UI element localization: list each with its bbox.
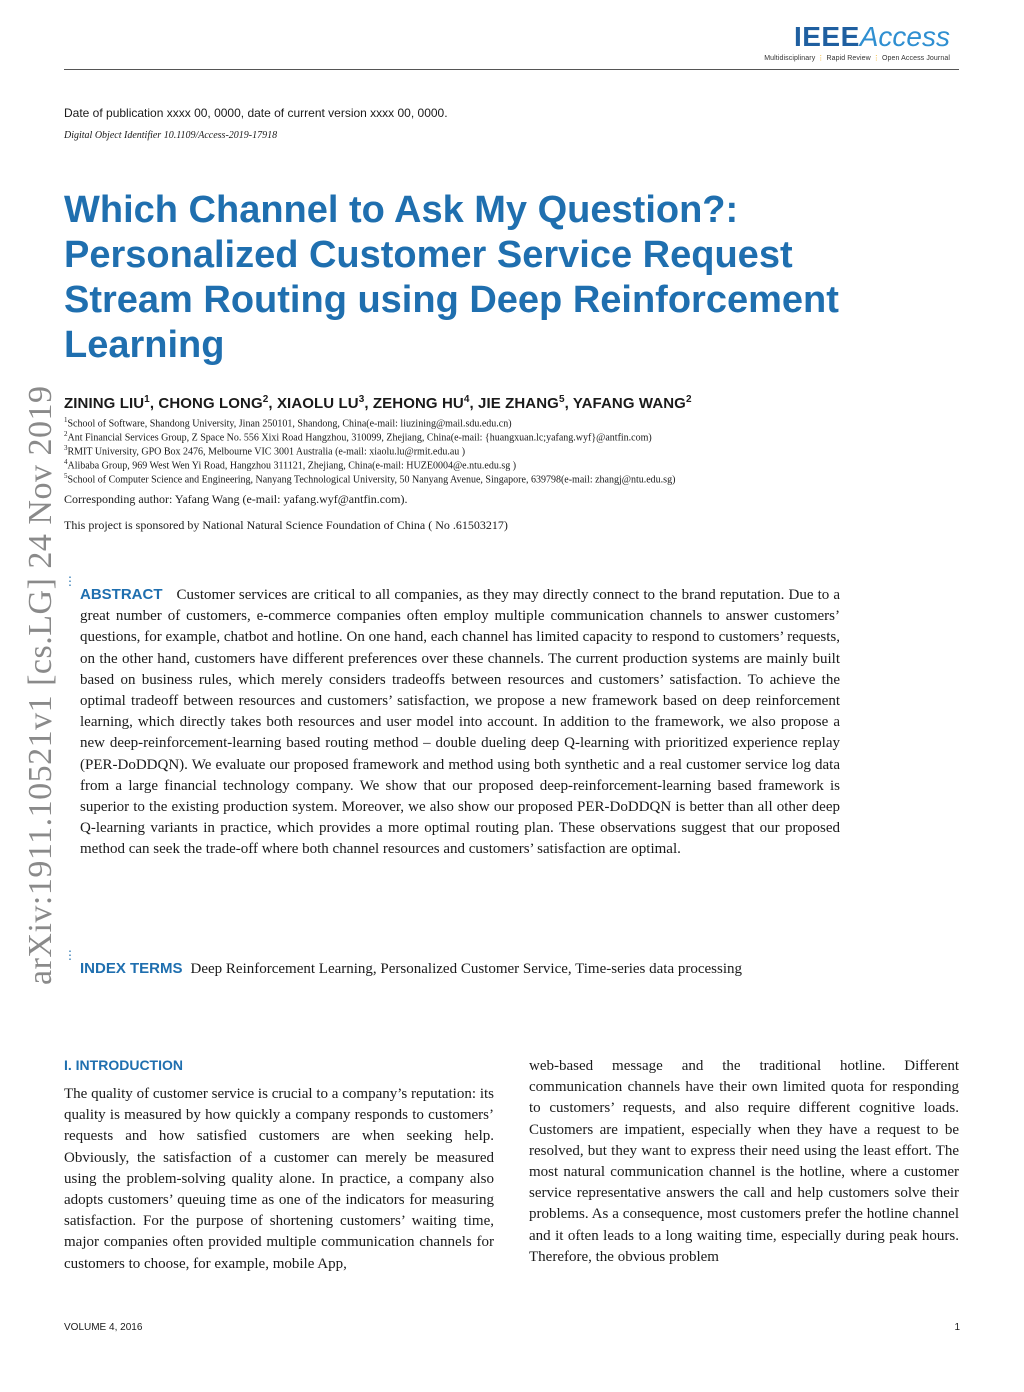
journal-logo [764,22,950,62]
affiliation: $^2$Ant Financial Services Group, Z Space No. 556 Xixi Road Hangzhou, 310099, Zhejiang, China(e-mail: {huangxuan.lc;yafang.wyf}@antfin.com) [64,430,652,444]
footer-page-number: 1 [954,1322,960,1333]
abstract-marker-dots: ⋮ [64,574,76,588]
logo-access: Access [859,21,950,52]
logo-tag-2: Rapid Review [826,55,871,62]
corresponding-author: Corresponding author: Yafang Wang (e-mail: yafang.wyf@antfin.com). [64,492,408,506]
logo-tag-1: Multidisciplinary [764,55,816,62]
affiliation: $^3$RMIT University, GPO Box 2476, Melbourne VIC 3001 Australia (e-mail: xiaolu.lu@rmit.edu.au ) [64,444,466,458]
abstract-text: Customer services are critical to all companies, as they may directly connect to the brand reputation. Due to a great number of customers, e-commerce companies often employ multiple communication channels to answer customers’ questions, for example, chatbot and hotline. On one hand, each channel has limited capacity to respond to customers’ requests, on the other hand, customers have different preferences over these channels. The current production systems are mainly built based on business rules, which merely considers tradeoffs between resources and customers’ satisfaction. To achieve the optimal tradeoff between resources and customers’ satisfaction, we propose a new framework based on deep reinforcement learning, which directly takes both resources and user model into account. In addition to the framework, we also propose a new deep-reinforcement-learning based routing method – double dueling deep Q-learning with prioritized experience replay (PER-DoDDQN). We evaluate our proposed framework and method using both synthetic and a real customer service log data from a large financial technology company. We show that our proposed deep-reinforcement-learning based framework is superior to the existing production system. Moreover, we also show our proposed PER-DoDDQN is better than all other deep Q-learning variants in practice, which provides a more optimal routing plan. These observations suggest that our proposed method can seek the trade-off where both channel resources and customers’ satisfaction are optimal. [80,587,840,858]
abstract [80,584,840,861]
logo-ieee: IEEE [793,21,860,52]
author-name: XIAOLU $LU^3$ [276,394,365,412]
paper-title: Which Channel to Ask My Question?: Personalized Customer Service Request Stream Routing using Deep Reinforcement Learning [64,189,839,366]
index-marker-dots: ⋮ [64,948,76,962]
header-rule [64,69,959,70]
arxiv-stamp: arXiv:1911.10521v1 [cs.LG] 24 Nov 2019 [22,385,59,985]
author-name: ZEHONG $HU^4$ [372,394,470,412]
author-name: ZINING LIU$^1$ [64,394,150,412]
affiliation: $^4$Alibaba Group, 969 West Wen Yi Road, Hangzhou 311121, Zhejiang, China(e-mail: HUZE0004@e.ntu.edu.sg ) [64,458,517,472]
index-terms-label: INDEX TERMS [80,960,183,977]
affiliation: $^5$School of Computer Science and Engineering, Nanyang Technological University, 50 Nanyang Avenue, Singapore, 639798(e-mail: zhangj@ntu.edu.sg) [64,472,676,486]
doi: Digital Object Identifier 10.1109/Access-2019-17918 [64,130,278,141]
author-name: JIE ZHANG$^5$ [478,394,565,412]
abstract-label: ABSTRACT [80,586,163,603]
author-list: ZINING LIU$^1$, CHONG LONG$^2$, XIAOLU $LU^3$, ZEHONG $HU^4$, JIE ZHANG$^5$, YAFANG WANG$^2$ [64,394,692,412]
logo-tag-3: Open Access Journal [881,55,950,62]
section-heading-introduction: I. INTRODUCTION [64,1057,183,1073]
introduction-column-left: The quality of customer service is crucial to a company’s reputation: its quality is measured by how quickly a company responds to customers’ requests and how satisfied customers are when seeking help. Obviously, the satisfaction of a customer can merely be measured using the problem-solving quality alone. In practice, a company also adopts customers’ queuing time as one of the indicators for measuring satisfaction. For the purpose of shortening customers’ waiting time, major companies often provided multiple communication channels for customers to choose, for example, mobile App, [64,1086,494,1272]
author-name: YAFANG WANG$^2$ [572,394,692,412]
publication-date: Date of publication xxxx 00, 0000, date of current version xxxx 00, 0000. [64,106,448,120]
introduction-column-right: web-based message and the traditional hotline. Different communication channels have their own limited quota for responding to customers’ requests, and also require different cognitive loads. Customers are impatient, especially when they have a request to be resolved, but they want to express their need using the least effort. The most natural communication channel is the hotline, where a customer service representative answers the call and help customers solve their problems. As a consequence, most customers prefer the hotline channel and it often leads to a long waiting time, especially during peak hours. Therefore, the obvious problem [529,1058,959,1265]
logo-tagline: Multidisciplinary ⋮ Rapid Review ⋮ Open Access Journal [764,55,950,62]
footer-volume: VOLUME 4, 2016 [64,1322,143,1333]
affiliation: $^1$School of Software, Shandong University, Jinan 250101, Shandong, China(e-mail: liuzining@mail.sdu.edu.cn) [64,416,512,430]
sponsor-note: This project is sponsored by National Natural Science Foundation of China ( No .61503217) [64,518,508,532]
index-terms-text: Deep Reinforcement Learning, Personalized Customer Service, Time-series data processing [190,961,743,977]
index-terms [80,958,840,980]
author-name: CHONG LONG$^2$ [158,394,269,412]
